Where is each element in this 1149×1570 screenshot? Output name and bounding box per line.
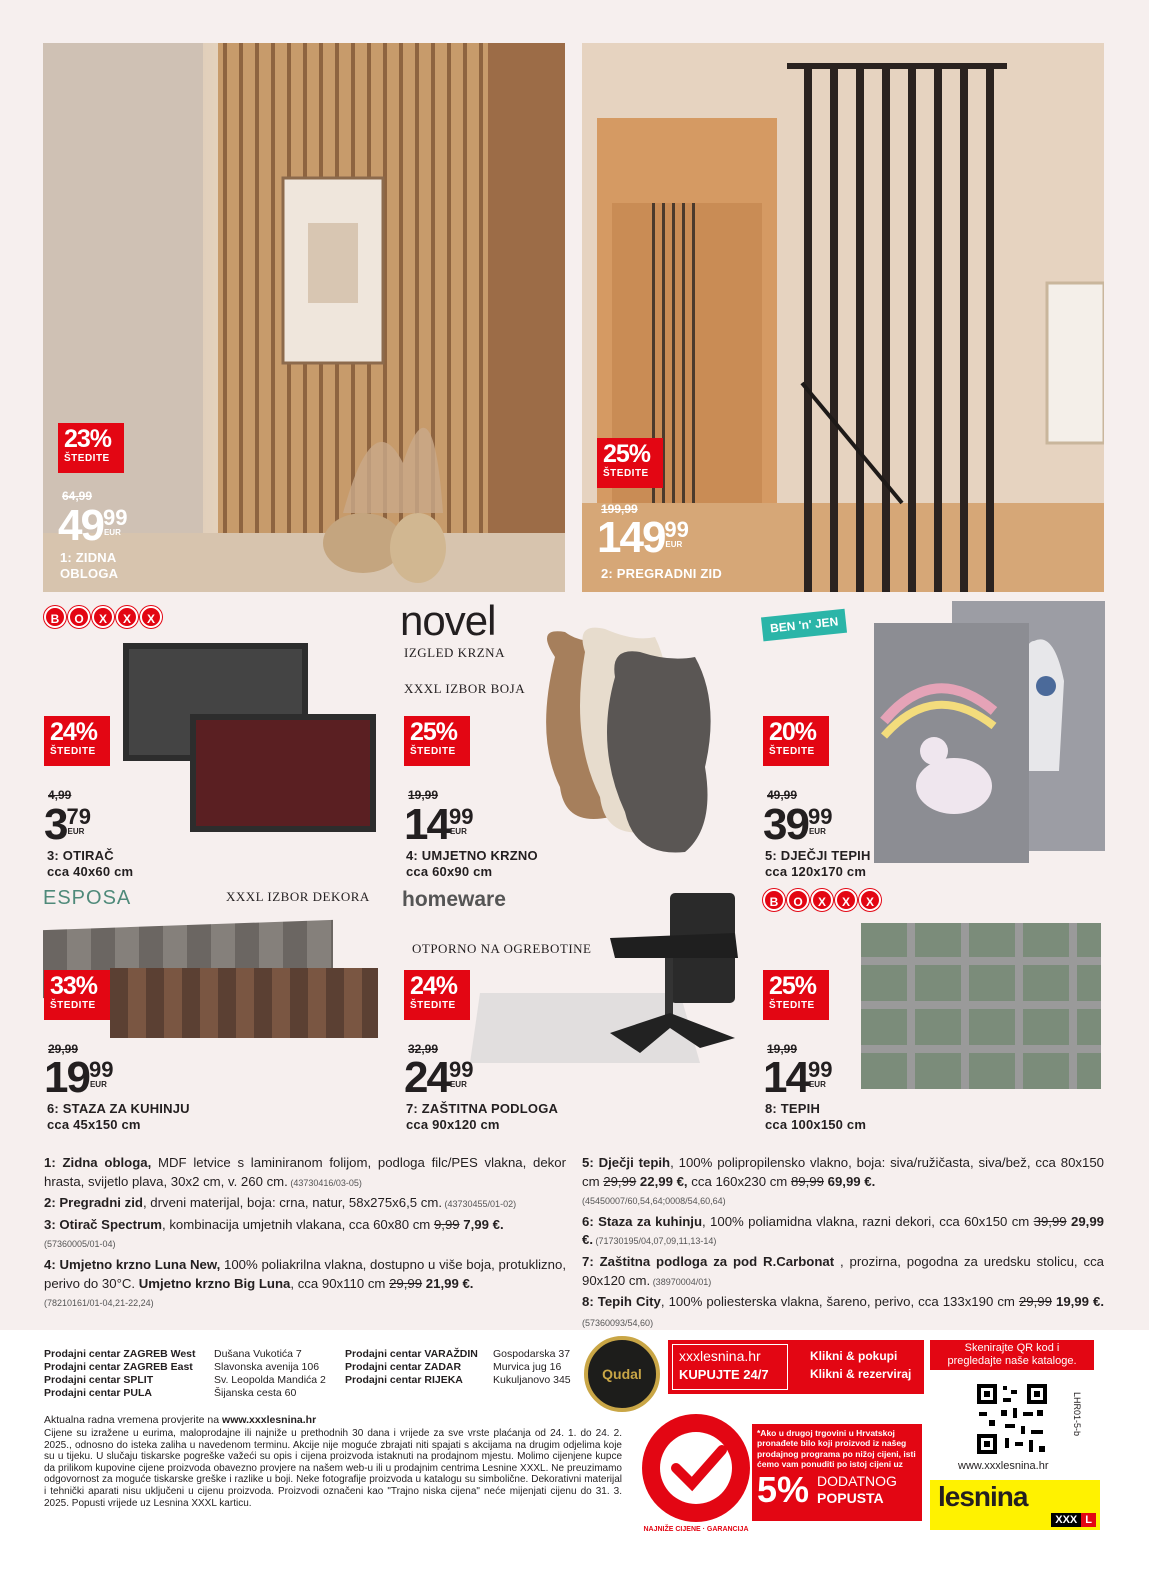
discount-percent: 5%	[757, 1468, 810, 1510]
divider-wall-photo	[582, 43, 1104, 592]
price: 3 79 EUR	[44, 800, 91, 849]
city-rug-image	[861, 923, 1101, 1089]
store-list: Prodajni centar VARAŽDIN Gospodarska 37 Prodajni centar ZADAR Murvica jug 16 Prodajni centar RIJEKA Kukuljanovo 345	[345, 1348, 571, 1386]
discount-badge: 24% ŠTEDITE	[404, 970, 470, 1020]
novel-logo: novel	[400, 597, 496, 644]
product-name: 1: ZIDNA OBLOGA	[60, 550, 119, 581]
old-price: 199,99	[601, 502, 638, 516]
scan-qr-box: Skenirajte QR kod i pregledajte naše kataloge.	[930, 1340, 1094, 1370]
qr-code[interactable]	[975, 1382, 1049, 1456]
price: 14 99 EUR	[763, 1053, 833, 1102]
discount-badge: 33% ŠTEDITE	[44, 970, 110, 1020]
discount-badge: 20% ŠTEDITE	[763, 716, 829, 766]
fur-image	[525, 617, 730, 857]
lowest-price-guarantee-seal	[640, 1412, 752, 1524]
click-collect[interactable]: Klikni & pokupi	[810, 1349, 898, 1363]
discount-label: POPUSTA	[817, 1489, 884, 1506]
price: 19 99 EUR	[44, 1053, 114, 1102]
old-price: 32,99	[408, 1042, 439, 1056]
store-list: Prodajni centar ZAGREB West Dušana Vukotića 7 Prodajni centar ZAGREB East Slavonska avenija 106 Prodajni centar SPLIT Sv. Leopolda Mandića 2 Prodajni centar PULA Šijanska cesta 60	[44, 1348, 326, 1399]
boxxx-logo: B O X X X	[44, 606, 162, 628]
old-price: 49,99	[767, 788, 798, 802]
shop-24-7: KUPUJTE 24/7	[679, 1367, 769, 1382]
web-address: xxxlesnina.hr	[679, 1348, 761, 1364]
discount-badge: 24% ŠTEDITE	[44, 716, 110, 766]
chair-mat-image	[470, 888, 740, 1068]
product-name: 4: UMJETNO KRZNO cca 60x90 cm	[406, 848, 538, 879]
catalog-code: LHR01-5-b	[1072, 1392, 1082, 1437]
web-shop-box[interactable]	[668, 1340, 924, 1394]
discount-badge: 25% ŠTEDITE	[763, 970, 829, 1020]
lesnina-xxxl-logo: lesnina XXX L	[930, 1480, 1100, 1530]
product-name: 2: PREGRADNI ZID	[601, 566, 722, 581]
old-price: 4,99	[48, 788, 72, 802]
product-name: 7: ZAŠTITNA PODLOGA cca 90x120 cm	[406, 1101, 559, 1132]
product-name: 8: TEPIH cca 100x150 cm	[765, 1101, 867, 1132]
guarantee-box	[752, 1424, 922, 1521]
price: 14 99 EUR	[404, 800, 474, 849]
kids-rug-image	[874, 601, 1106, 863]
price: 149 99 EUR	[597, 513, 689, 562]
description-left: 1: Zidna obloga, MDF letvice s laminiranom folijom, podloga filc/PES vlakna, dekor hrasta, svijetlo plava, 30x2 cm, v. 260 cm. (43730416/03-05) 2: Pregradni zid, drveni materijal, boja: crna, natur, 58x275x6,5 cm. (43730455/01-02) 3: Otirač Spectrum, kombinacija umjetnih vlakana, cca 60x80 cm 9,99 7,99 €. (57360005/01-04) 4: Umjetno krzno Luna New, 100% poliakrilna vlakna, dostupno u više boja, protuklizno, perivo do 30°C. Umjetno krzno Big Luna, cca 90x110 cm 29,99 21,99 €. (78210161/01-04,21-22,24)	[44, 1155, 567, 1309]
click-reserve[interactable]: Klikni & rezerviraj	[810, 1367, 912, 1381]
website-url[interactable]: www.xxxlesnina.hr	[958, 1460, 1049, 1472]
old-price: 29,99	[48, 1042, 79, 1056]
guarantee-arc-text: NAJNIŽE CIJENE · GARANCIJA	[643, 1526, 749, 1533]
old-price: 19,99	[767, 1042, 798, 1056]
legal-text: Cijene su izražene u eurima, maloprodajne ili najniže u prethodnih 30 dana i vrijede za sve vrste plaćanja od 24. 1. do 24. 2. 2025., odnosno do isteka zaliha u navedenom terminu. Akcije nije moguće zbrajati niti spajati s akcijama na drugim odjelima koje su u tijeku. U slučaju tiskarske pogreške važeći su opis i cijena proizvoda istaknuti na prodajnom mjestu. Molimo cijenjene kupce da prilikom kupovine cijene proizvoda obavezno provjere na našem web-u ili u prodajnim centrima Lesnine XXXL. Ne preuzimamo odgovornost za moguće tiskarske greške i razlike u boji. Neke fotografije proizvoda u katalogu su simbolične. Dekorativni materijal i tehnički aparati nisu uključeni u cijenu proizvoda. Proizvodi označeni kao "Trajno niska cijena" neće mijenjati cijenu do 31. 3. 2025. Popusti vrijede uz Lesnina XXXL karticu.	[44, 1428, 622, 1509]
qudal-seal: Qudal	[584, 1336, 660, 1412]
description-right: 5: Dječji tepih, 100% polipropilensko vlakno, boja: siva/ružičasta, siva/bež, cca 80x150 cm 29,99 22,99 €, cca 160x230 cm 89,99 69,99 €. (45450007/60,54,64;0008/54,60,64) 6: Staza za kuhinju, 100% poliamidna vlakna, razni dekori, cca 60x150 cm 39,99 29,99 €. (71730195/04,07,09,11,13-14) 7: Zaštitna podloga za pod R.Carbonat , prozirna, pogodna za uredsku stolicu, cca 90x120 cm. (38970004/01) 8: Tepih City, 100% poliesterska vlakna, šareno, perivo, cca 133x190 cm 29,99 19,99 €. (57360093/54,60)	[582, 1155, 1105, 1328]
price: 24 99 EUR	[404, 1053, 474, 1102]
old-price: 19,99	[408, 788, 439, 802]
feature-label: XXXL IZBOR DEKORA	[226, 889, 370, 904]
boxxx-logo: B O X X X	[763, 889, 881, 911]
benjen-logo: BEN 'n' JEN	[761, 609, 847, 642]
price: 49 99 EUR	[58, 501, 128, 550]
homeware-logo: homeware	[402, 888, 506, 911]
kitchen-runner-image	[110, 968, 378, 1038]
feature-label: OTPORNO NA OGREBOTINE	[412, 941, 592, 956]
esposa-logo: ESPOSA	[43, 887, 132, 909]
price: 39 99 EUR	[763, 800, 833, 849]
doormat-image	[190, 714, 376, 832]
product-name: 3: OTIRAČ cca 40x60 cm	[47, 848, 134, 879]
product-name: 5: DJEČJI TEPIH cca 120x170 cm	[765, 848, 871, 879]
product-name: 6: STAZA ZA KUHINJU cca 45x150 cm	[47, 1101, 190, 1132]
opening-hours: Aktualna radna vremena provjerite na www.xxxlesnina.hr	[44, 1414, 317, 1426]
extra-label: DODATNOG	[817, 1472, 897, 1489]
discount-badge: 23% ŠTEDITE	[58, 423, 124, 473]
old-price: 64,99	[62, 489, 93, 503]
feature-label: IZGLED KRZNA	[404, 645, 505, 660]
discount-badge: 25% ŠTEDITE	[597, 438, 663, 488]
guarantee-text: *Ako u drugoj trgovini u Hrvatskoj pronađete bilo koji proizvod iz našeg prodajnog programa po nižoj cijeni, isti ćemo vam ponuditi po istoj cijeni uz	[757, 1428, 916, 1470]
discount-badge: 25% ŠTEDITE	[404, 716, 470, 766]
feature-label: XXXL IZBOR BOJA	[404, 681, 526, 696]
